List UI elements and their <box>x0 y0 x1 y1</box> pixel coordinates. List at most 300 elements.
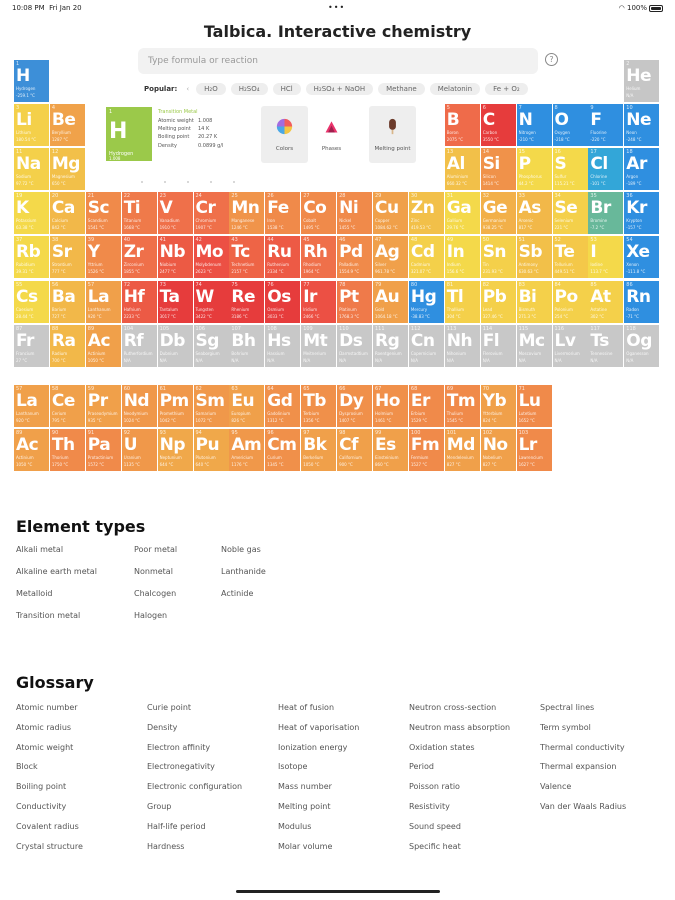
element-type-item[interactable]: Noble gas <box>221 545 261 554</box>
element-symbol: Se <box>554 198 578 219</box>
element-value: 1527 °C <box>410 462 428 467</box>
glossary-item[interactable]: Period <box>409 762 434 772</box>
element-tile-fm-series[interactable] <box>409 429 444 471</box>
element-type-item[interactable]: Alkaline earth metal <box>16 567 97 576</box>
element-symbol: C <box>482 110 495 131</box>
glossary-item[interactable]: Melting point <box>278 802 331 811</box>
glossary-heading: Glossary <box>16 673 94 692</box>
selected-element-panel <box>101 103 417 188</box>
element-value: -157 °C <box>626 225 642 231</box>
element-tile-co[interactable] <box>301 192 336 234</box>
element-symbol: Fl <box>482 330 500 351</box>
element-tile-pu-series[interactable] <box>194 429 229 471</box>
glossary-item[interactable]: Thermal conductivity <box>540 742 625 752</box>
element-properties <box>158 117 223 150</box>
home-indicator[interactable] <box>236 890 440 893</box>
element-name: Ytterbium <box>482 411 503 416</box>
element-value: 2233 °C <box>123 313 140 319</box>
element-name: Holmium <box>375 411 394 416</box>
glossary-item[interactable]: Neutron mass absorption <box>409 722 511 732</box>
element-tile-ge[interactable] <box>481 192 516 234</box>
element-tile-es-series[interactable] <box>373 429 408 471</box>
element-tile-hf[interactable] <box>122 281 157 323</box>
element-tile-lv[interactable] <box>553 325 588 367</box>
glossary-item[interactable]: Valence <box>540 782 572 792</box>
element-symbol: S <box>554 154 567 175</box>
element-name: Americium <box>231 455 253 460</box>
element-tile-mc[interactable] <box>517 325 552 367</box>
element-tile-li[interactable] <box>14 104 49 146</box>
element-tile-cm-series[interactable] <box>265 429 300 471</box>
element-tile-la[interactable] <box>86 281 121 323</box>
atomic-number: 61 <box>159 386 166 392</box>
element-value: -248 °C <box>626 137 642 143</box>
element-tile-bh[interactable] <box>229 325 264 367</box>
element-value: N/A <box>590 357 598 363</box>
element-tile-xe[interactable] <box>624 236 659 278</box>
element-tile-pm-series[interactable] <box>158 385 193 427</box>
atomic-number: 73 <box>159 281 166 288</box>
element-tile-sr[interactable] <box>50 236 85 278</box>
glossary-item[interactable]: Spectral lines <box>540 703 595 712</box>
element-symbol: Sb <box>518 242 543 263</box>
element-value: 817 °C <box>518 225 533 231</box>
glossary-item[interactable]: Electronegativity <box>147 762 215 772</box>
element-tile-gd-series[interactable] <box>265 385 300 427</box>
element-tile-na[interactable] <box>14 148 49 190</box>
element-tile-rb[interactable] <box>14 236 49 278</box>
element-tile-cd[interactable] <box>409 236 444 278</box>
element-value: 1461 °C <box>375 418 392 423</box>
element-type-item[interactable]: Lanthanide <box>221 567 266 576</box>
element-tile-am-series[interactable] <box>229 429 264 471</box>
element-tile-p[interactable] <box>517 148 552 190</box>
element-name: Gallium <box>446 218 463 224</box>
element-name: Sulfur <box>554 174 567 180</box>
element-tile-pb[interactable] <box>481 281 516 323</box>
glossary-item[interactable]: Sound speed <box>409 821 461 831</box>
element-name: Tin <box>482 262 489 268</box>
element-tile-o[interactable] <box>553 104 588 146</box>
element-tile-in[interactable] <box>445 236 480 278</box>
element-tile-nh[interactable] <box>445 325 480 367</box>
element-symbol: Ti <box>123 198 141 219</box>
glossary-item[interactable]: Atomic radius <box>16 722 72 732</box>
element-tile-au[interactable] <box>373 281 408 323</box>
element-tile-ba[interactable] <box>50 281 85 323</box>
element-value: 231.93 °C <box>482 269 503 275</box>
element-tile-zn[interactable] <box>409 192 444 234</box>
element-tile-dy-series[interactable] <box>337 385 372 427</box>
element-value: 28.44 °C <box>16 313 34 319</box>
element-value: 1050 °C <box>303 462 320 467</box>
atomic-number: 108 <box>267 325 277 332</box>
element-tile-sm-series[interactable] <box>194 385 229 427</box>
glossary-item[interactable]: Hardness <box>147 841 185 851</box>
atomic-number: 29 <box>375 193 382 200</box>
element-name: Livermorium <box>554 350 580 356</box>
element-tile-ir[interactable] <box>301 281 336 323</box>
element-symbol: Ac <box>87 330 111 351</box>
element-tile-no-series[interactable] <box>481 429 516 471</box>
element-tile-ni[interactable] <box>337 192 372 234</box>
element-tile-rn[interactable] <box>624 281 659 323</box>
element-tile-pt[interactable] <box>337 281 372 323</box>
multitask-dots[interactable]: ••• <box>328 3 346 12</box>
element-tile-ti[interactable] <box>122 192 157 234</box>
atomic-number: 47 <box>375 237 382 244</box>
element-value: 650 °C <box>51 181 66 187</box>
element-tile-at[interactable] <box>588 281 623 323</box>
element-name: Bismuth <box>518 306 536 312</box>
selected-element-tile[interactable] <box>106 107 152 161</box>
glossary-item[interactable]: Group <box>147 802 172 811</box>
element-value: 419.53 °C <box>410 225 431 231</box>
glossary-item[interactable]: Electronic configuration <box>147 782 243 792</box>
element-tile-pr-series[interactable] <box>86 385 121 427</box>
element-tile-tm-series[interactable] <box>445 385 480 427</box>
element-tile-se[interactable] <box>553 192 588 234</box>
colors-button[interactable]: Colors <box>261 106 308 163</box>
element-tile-v[interactable] <box>158 192 193 234</box>
glossary-item[interactable]: Poisson ratio <box>409 782 460 792</box>
element-symbol: Ir <box>303 286 317 307</box>
element-tile-si[interactable] <box>481 148 516 190</box>
element-tile-he[interactable] <box>624 60 659 102</box>
element-symbol: U <box>123 435 137 455</box>
element-name: Plutonium <box>195 455 216 460</box>
element-tile-er-series[interactable] <box>409 385 444 427</box>
glossary-item[interactable]: Ionization energy <box>278 742 348 752</box>
atomic-number: 57 <box>87 281 95 288</box>
atomic-number: 91 <box>87 430 95 436</box>
element-name: Chlorine <box>590 174 608 180</box>
element-value: N/A <box>626 93 634 98</box>
element-value: 1135 °C <box>123 462 140 467</box>
popular-chip[interactable]: H₂SO₄ <box>231 83 268 95</box>
element-type-item[interactable]: Actinide <box>221 589 254 598</box>
element-tile-n[interactable] <box>517 104 552 146</box>
element-value: 1768.3 °C <box>339 313 360 319</box>
glossary-item[interactable]: Atomic number <box>16 703 78 712</box>
element-tile-eu-series[interactable] <box>229 385 264 427</box>
glossary-item[interactable]: Half-life period <box>147 821 206 831</box>
element-tile-bk-series[interactable] <box>301 429 336 471</box>
element-value: 1050 °C <box>16 462 33 467</box>
element-symbol: Hs <box>267 330 291 351</box>
atomic-number: 8 <box>554 105 558 112</box>
property-row: Atomic weight 1.008 <box>158 118 213 124</box>
phases-icon <box>323 118 340 135</box>
element-name: Oxygen <box>554 130 570 136</box>
atomic-number: 27 <box>303 193 310 200</box>
popular-chip[interactable]: Methane <box>378 83 425 95</box>
element-name: Palladium <box>339 262 359 268</box>
element-tile-cl[interactable] <box>588 148 623 190</box>
element-tile-te[interactable] <box>553 236 588 278</box>
glossary-item[interactable]: Thermal expansion <box>540 762 617 772</box>
glossary-item[interactable]: Term symbol <box>540 722 591 732</box>
element-tile-mt[interactable] <box>301 325 336 367</box>
element-tile-sg[interactable] <box>194 325 229 367</box>
element-tile-hg[interactable] <box>409 281 444 323</box>
element-tile-fe[interactable] <box>265 192 300 234</box>
element-tile-ar[interactable] <box>624 148 659 190</box>
element-type-item[interactable]: Alkali metal <box>16 545 64 554</box>
element-tile-be[interactable] <box>50 104 85 146</box>
glossary-item[interactable]: Crystal structure <box>16 841 83 851</box>
element-symbol: Ga <box>446 198 472 219</box>
search-input[interactable]: Type formula or reaction <box>138 48 538 74</box>
phases-button[interactable]: Phases <box>308 106 355 163</box>
glossary-item[interactable]: Atomic weight <box>16 742 74 752</box>
popular-chip[interactable]: H₂O <box>196 83 226 95</box>
element-value: 630.63 °C <box>518 269 539 275</box>
glossary-item[interactable]: Modulus <box>278 821 312 831</box>
element-tile-tl[interactable] <box>445 281 480 323</box>
element-tile-ne[interactable] <box>624 104 659 146</box>
element-symbol: Ar <box>626 154 647 175</box>
element-tile-b[interactable] <box>445 104 480 146</box>
element-tile-ca[interactable] <box>50 192 85 234</box>
element-value: 1652 °C <box>518 418 535 423</box>
glossary-item[interactable]: Heat of vaporisation <box>278 722 360 732</box>
element-tile-mn[interactable] <box>229 192 264 234</box>
element-type-item[interactable]: Nonmetal <box>134 567 173 576</box>
atomic-number: 41 <box>159 237 166 244</box>
glossary-item[interactable]: Molar volume <box>278 841 333 851</box>
element-symbol: Lv <box>554 330 576 351</box>
element-tile-yb-series[interactable] <box>481 385 516 427</box>
element-tile-lr-series[interactable] <box>517 429 552 471</box>
element-tile-th-series[interactable] <box>50 429 85 471</box>
atomic-number: 56 <box>51 281 59 288</box>
atomic-number: 62 <box>195 386 202 392</box>
element-tile-ta[interactable] <box>158 281 193 323</box>
element-tile-os[interactable] <box>265 281 300 323</box>
element-tile-f[interactable] <box>588 104 623 146</box>
element-tile-cf-series[interactable] <box>337 429 372 471</box>
element-value: 27 °C <box>16 357 28 363</box>
element-symbol: Fm <box>410 435 440 455</box>
atomic-number: 102 <box>482 430 493 436</box>
glossary-item[interactable]: Resistivity <box>409 802 450 811</box>
element-tile-sn[interactable] <box>481 236 516 278</box>
atomic-number: 101 <box>446 430 457 436</box>
element-tile-rg[interactable] <box>373 325 408 367</box>
element-value: 1627 °C <box>518 462 535 467</box>
element-type-item[interactable]: Poor metal <box>134 545 178 554</box>
element-name: Lead <box>482 306 493 312</box>
element-tile-zr[interactable] <box>122 236 157 278</box>
element-name: Rubidium <box>16 262 35 268</box>
element-value: 920 °C <box>16 418 30 423</box>
glossary-item[interactable]: Density <box>147 722 178 732</box>
element-symbol: Np <box>159 435 185 455</box>
element-symbol: Er <box>410 391 430 411</box>
element-tile-s[interactable] <box>553 148 588 190</box>
element-tile-sc[interactable] <box>86 192 121 234</box>
glossary-item[interactable]: Heat of fusion <box>278 703 335 712</box>
glossary-item[interactable]: Neutron cross-section <box>409 703 497 712</box>
element-tile-tc[interactable] <box>229 236 264 278</box>
element-value: -189 °C <box>626 181 642 187</box>
glossary-item[interactable]: Mass number <box>278 782 332 792</box>
glossary-item[interactable]: Isotope <box>278 762 308 772</box>
element-tile-ds[interactable] <box>337 325 372 367</box>
element-tile-bi[interactable] <box>517 281 552 323</box>
element-tile-fl[interactable] <box>481 325 516 367</box>
element-name: Neptunium <box>159 455 182 460</box>
element-symbol: Rg <box>375 330 400 351</box>
element-tile-cs[interactable] <box>14 281 49 323</box>
element-tile-tb-series[interactable] <box>301 385 336 427</box>
element-tile-u-series[interactable] <box>122 429 157 471</box>
element-tile-og[interactable] <box>624 325 659 367</box>
atomic-number: 28 <box>339 193 346 200</box>
element-value: 97.72 °C <box>16 181 34 187</box>
element-symbol: Mn <box>231 198 260 219</box>
element-symbol: Tl <box>446 286 464 307</box>
glossary-item[interactable]: Block <box>16 762 38 772</box>
element-tile-h[interactable] <box>14 60 49 102</box>
element-tile-ac-series[interactable] <box>14 429 49 471</box>
element-name: Uranium <box>123 455 141 460</box>
element-tile-po[interactable] <box>553 281 588 323</box>
element-tile-md-series[interactable] <box>445 429 480 471</box>
element-tile-pd[interactable] <box>337 236 372 278</box>
element-tile-ce-series[interactable] <box>50 385 85 427</box>
atomic-number: 22 <box>123 193 131 200</box>
atomic-number: 100 <box>410 430 421 436</box>
element-tile-y[interactable] <box>86 236 121 278</box>
element-type-item[interactable]: Chalcogen <box>134 589 177 598</box>
element-name: Beryllium <box>51 130 71 136</box>
element-tile-sb[interactable] <box>517 236 552 278</box>
element-value: 935 °C <box>87 418 102 423</box>
atomic-number: 25 <box>231 193 238 200</box>
popsicle-icon <box>384 118 401 135</box>
popular-chip[interactable]: Fe + O₂ <box>485 83 528 95</box>
glossary-item[interactable]: Curie point <box>147 703 192 712</box>
element-tile-nd-series[interactable] <box>122 385 157 427</box>
atomic-number: 16 <box>554 149 561 156</box>
element-tile-ra[interactable] <box>50 325 85 367</box>
atomic-number: 76 <box>267 281 274 288</box>
element-name: Erbium <box>410 411 426 416</box>
element-tile-w[interactable] <box>194 281 229 323</box>
element-symbol: K <box>16 198 29 219</box>
glossary-item[interactable]: Conductivity <box>16 802 67 811</box>
element-tile-cu[interactable] <box>373 192 408 234</box>
element-tile-ts[interactable] <box>588 325 623 367</box>
element-value: N/A <box>375 357 383 363</box>
glossary-item[interactable]: Oxidation states <box>409 742 475 752</box>
element-tile-ag[interactable] <box>373 236 408 278</box>
glossary-item[interactable]: Van der Waals Radius <box>540 802 627 811</box>
element-tile-k[interactable] <box>14 192 49 234</box>
element-symbol: Md <box>446 435 475 455</box>
element-tile-ho-series[interactable] <box>373 385 408 427</box>
element-tile-re[interactable] <box>229 281 264 323</box>
element-tile-c[interactable] <box>481 104 516 146</box>
glossary-item[interactable]: Boiling point <box>16 782 67 792</box>
element-name: Radium <box>51 350 68 356</box>
atomic-number: 74 <box>195 281 202 288</box>
element-value: 2477 °C <box>159 269 176 275</box>
element-type-item[interactable]: Transition metal <box>16 611 81 620</box>
element-tile-nb[interactable] <box>158 236 193 278</box>
element-name: Cerium <box>51 411 67 416</box>
element-tile-ac[interactable] <box>86 325 121 367</box>
help-icon[interactable]: ? <box>545 53 558 66</box>
element-value: N/A <box>195 357 203 363</box>
glossary-item[interactable]: Specific heat <box>409 841 461 851</box>
popular-chip[interactable]: Melatonin <box>430 83 480 95</box>
element-value: 644 °C <box>159 462 174 467</box>
element-tile-mo[interactable] <box>194 236 229 278</box>
atomic-number: 106 <box>195 325 206 332</box>
element-symbol: Al <box>446 154 465 175</box>
element-name: Radon <box>626 306 639 312</box>
element-symbol: Rh <box>303 242 328 263</box>
element-tile-np-series[interactable] <box>158 429 193 471</box>
atomic-number: 96 <box>267 430 274 436</box>
element-tile-br[interactable] <box>588 192 623 234</box>
element-tile-as[interactable] <box>517 192 552 234</box>
atomic-number: 24 <box>195 193 202 200</box>
chevron-left-icon[interactable]: ‹ <box>186 85 190 93</box>
element-name: Nitrogen <box>518 130 536 136</box>
element-type-item[interactable]: Halogen <box>134 611 168 620</box>
element-tile-la-series[interactable] <box>14 385 49 427</box>
element-tile-i[interactable] <box>588 236 623 278</box>
element-symbol: I <box>590 242 597 263</box>
element-name: Oganesson <box>626 350 649 356</box>
element-tile-lu-series[interactable] <box>517 385 552 427</box>
element-symbol: Re <box>231 286 256 307</box>
popular-chip[interactable]: H₂SO₄ + NaOH <box>306 83 373 95</box>
element-symbol: Cm <box>267 435 297 455</box>
element-tile-cn[interactable] <box>409 325 444 367</box>
element-tile-fr[interactable] <box>14 325 49 367</box>
element-symbol: Pb <box>482 286 507 307</box>
element-tile-al[interactable] <box>445 148 480 190</box>
element-tile-cr[interactable] <box>194 192 229 234</box>
element-tile-pa-series[interactable] <box>86 429 121 471</box>
element-symbol: B <box>446 110 460 131</box>
element-type-item[interactable]: Metalloid <box>16 589 53 598</box>
atomic-number: 5 <box>446 105 450 112</box>
element-tile-rf[interactable] <box>122 325 157 367</box>
glossary-item[interactable]: Electron affinity <box>147 742 211 752</box>
element-name: Barium <box>51 306 67 312</box>
property-row: Melting point 14 K <box>158 126 210 133</box>
popular-chip[interactable]: HCl <box>273 83 301 95</box>
element-name: Rhodium <box>303 262 322 268</box>
element-tile-ru[interactable] <box>265 236 300 278</box>
element-tile-mg[interactable] <box>50 148 85 190</box>
melting-point-button[interactable]: Melting point <box>369 106 416 163</box>
element-name: Strontium <box>51 262 72 268</box>
element-tile-db[interactable] <box>158 325 193 367</box>
element-name: Nihonium <box>446 350 466 356</box>
element-tile-kr[interactable] <box>624 192 659 234</box>
glossary-item[interactable]: Covalent radius <box>16 821 79 831</box>
element-tile-rh[interactable] <box>301 236 336 278</box>
element-tile-hs[interactable] <box>265 325 300 367</box>
element-tile-ga[interactable] <box>445 192 480 234</box>
